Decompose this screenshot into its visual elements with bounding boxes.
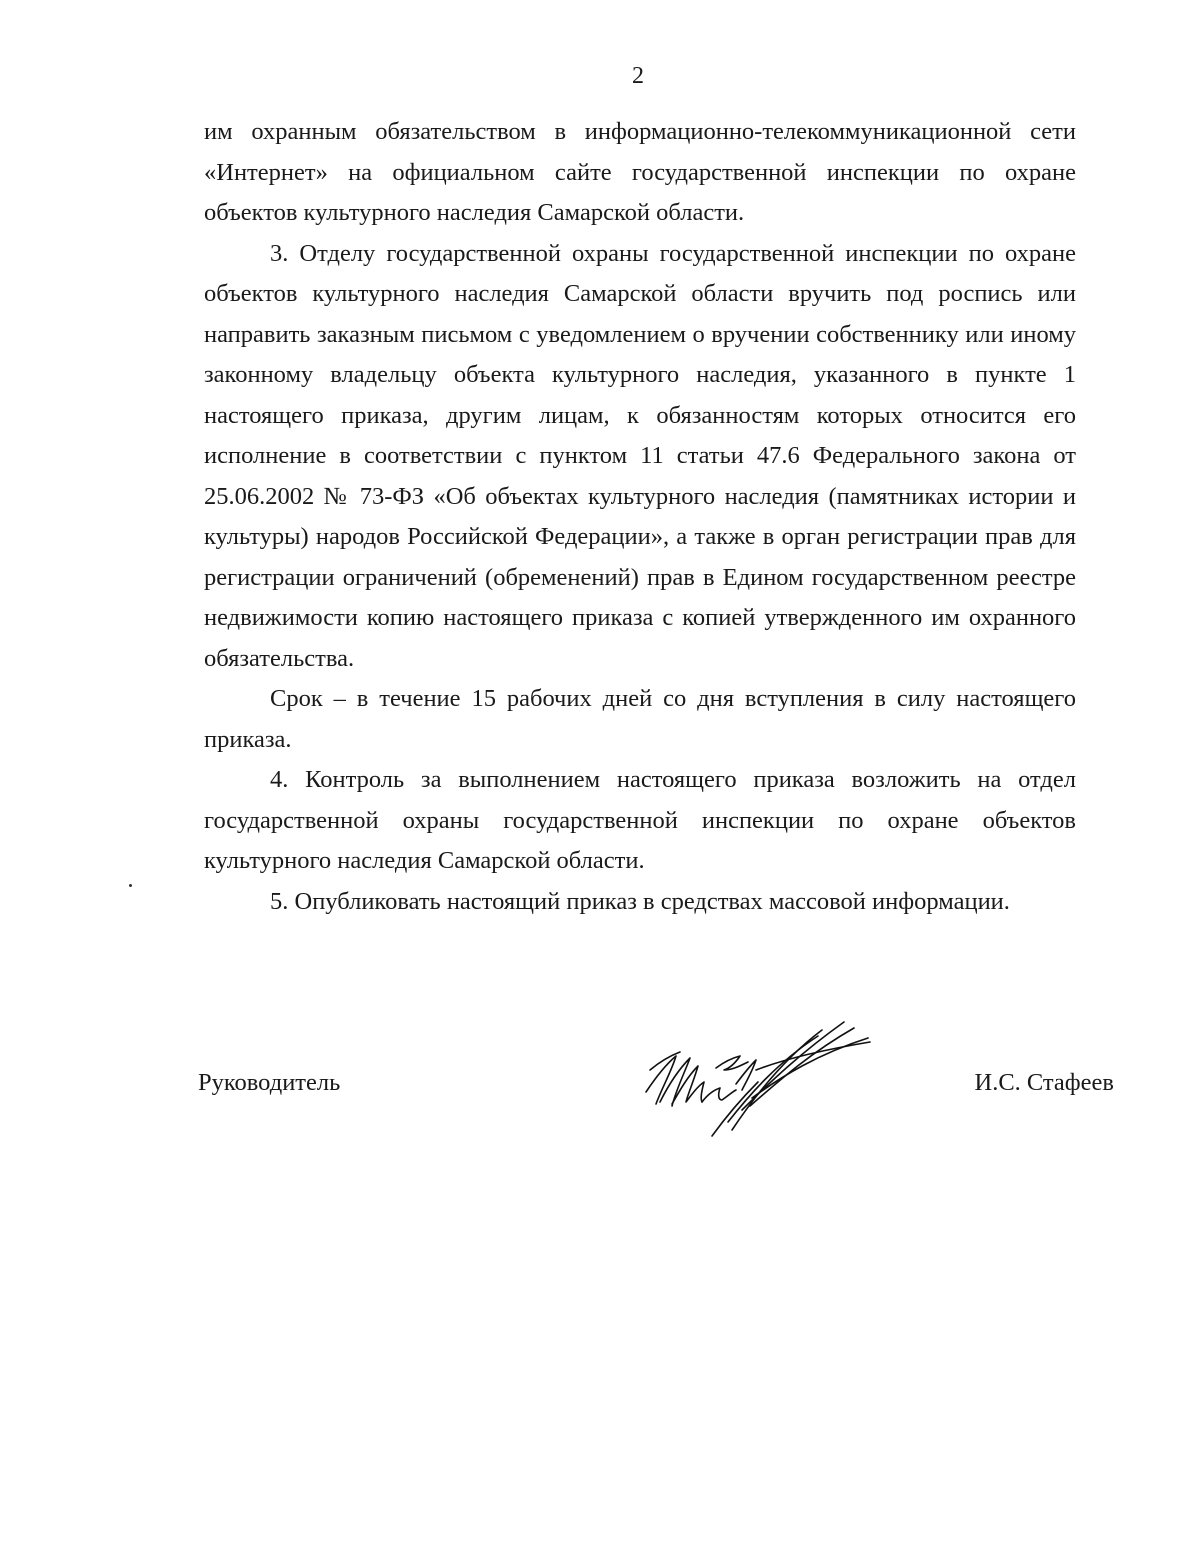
- handwritten-signature: [632, 1010, 882, 1140]
- paragraph-item-4: 4. Контроль за выполнением настоящего приказа возложить на отдел государственной охраны государственной инспекции по охране объектов культурного наследия Самарской области.: [204, 766, 1076, 874]
- paragraph-continuation: им охранным обязательством в информационно-телекоммуникационной сети «Интернет» на официальном сайте государственной инспекции по охране объектов культурного наследия Самарской области.: [204, 118, 1076, 226]
- paragraph-item-3: 3. Отделу государственной охраны государственной инспекции по охране объектов культурного наследия Самарской области вручить под роспись или направить заказным письмом с уведомлением о вручении собственнику или иному законному владельцу объекта культурного наследия, указанного в пункте 1 настоящего приказа, другим лицам, к обязанностям которых относится его исполнение в соответствии с пунктом 11 статьи 47.6 Федерального закона от 25.06.2002 № 73-ФЗ «Об объектах культурного наследия (памятниках истории и культуры) народов Российской Федерации», а также в орган регистрации прав для регистрации ограничений (обременений) прав в Едином государственном реестре недвижимости копию настоящего приказа с копией утвержденного им охранного обязательства.: [204, 239, 1076, 672]
- signatory-position: Руководитель: [198, 1069, 341, 1096]
- document-body: [204, 112, 1076, 922]
- signatory-name: И.С. Стафеев: [974, 1069, 1114, 1096]
- paragraph-deadline: Срок – в течение 15 рабочих дней со дня вступления в силу настоящего приказа.: [204, 685, 1076, 753]
- page-number: 2: [632, 63, 644, 89]
- paragraph-item-5: 5. Опубликовать настоящий приказ в средствах массовой информации.: [270, 887, 1010, 915]
- signature-block: [0, 1010, 1200, 1160]
- scan-speck: [129, 884, 132, 887]
